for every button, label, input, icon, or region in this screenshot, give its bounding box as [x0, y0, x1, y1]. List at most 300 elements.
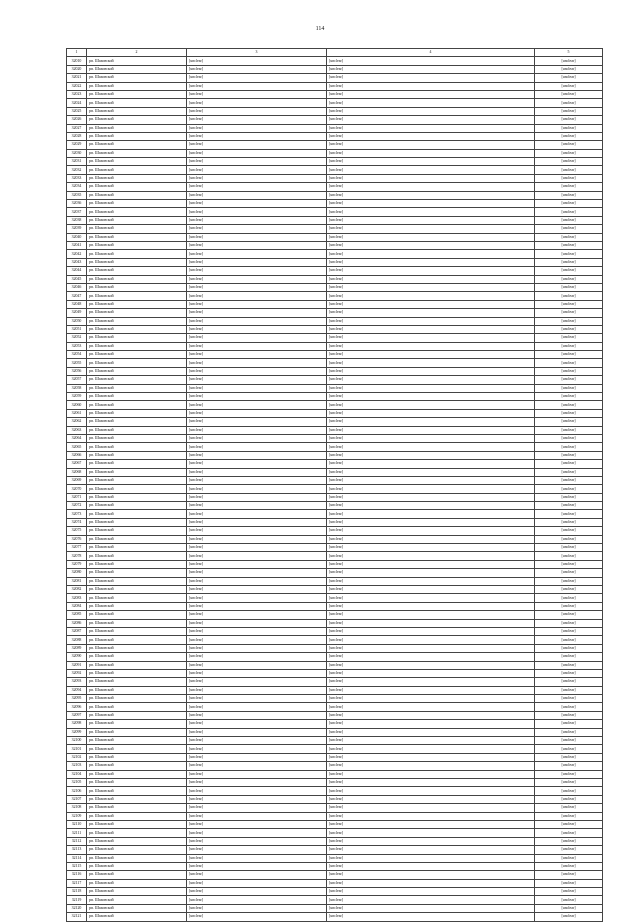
settlement-cell: рп. Шаховской [87, 611, 187, 619]
address-cell: [unclear] [187, 502, 327, 510]
period-cell: [unclear] [535, 745, 603, 753]
work-type-cell: [unclear] [327, 401, 535, 409]
settlement-cell: рп. Шаховской [87, 837, 187, 845]
record-number-cell: 32093 [67, 678, 87, 686]
record-number-cell: 32069 [67, 476, 87, 484]
settlement-cell: рп. Шаховской [87, 653, 187, 661]
period-cell: [unclear] [535, 74, 603, 82]
address-cell: [unclear] [187, 434, 327, 442]
record-number-cell: 32062 [67, 418, 87, 426]
settlement-cell: рп. Шаховской [87, 703, 187, 711]
settlement-cell: рп. Шаховской [87, 737, 187, 745]
address-cell: [unclear] [187, 132, 327, 140]
settlement-cell: рп. Шаховской [87, 686, 187, 694]
address-cell: [unclear] [187, 896, 327, 904]
address-cell: [unclear] [187, 787, 327, 795]
work-type-cell: [unclear] [327, 560, 535, 568]
table-row [67, 611, 603, 619]
table-row [67, 225, 603, 233]
settlement-cell: рп. Шаховской [87, 778, 187, 786]
address-cell: [unclear] [187, 208, 327, 216]
work-type-cell: [unclear] [327, 577, 535, 585]
period-cell: [unclear] [535, 661, 603, 669]
record-number-cell: 32079 [67, 560, 87, 568]
period-cell: [unclear] [535, 695, 603, 703]
record-number-cell: 32076 [67, 535, 87, 543]
table-row [67, 636, 603, 644]
record-number-cell: 32045 [67, 275, 87, 283]
period-cell: [unclear] [535, 577, 603, 585]
record-number-cell: 32092 [67, 669, 87, 677]
work-type-cell: [unclear] [327, 443, 535, 451]
record-number-cell: 32029 [67, 141, 87, 149]
settlement-cell: рп. Шаховской [87, 846, 187, 854]
record-number-cell: 32026 [67, 116, 87, 124]
record-number-cell: 32028 [67, 132, 87, 140]
record-number-cell: 32086 [67, 619, 87, 627]
settlement-cell: рп. Шаховской [87, 250, 187, 258]
address-cell: [unclear] [187, 678, 327, 686]
table-row [67, 879, 603, 887]
record-number-cell: 32073 [67, 510, 87, 518]
work-type-cell: [unclear] [327, 913, 535, 921]
work-type-cell: [unclear] [327, 124, 535, 132]
work-type-cell: [unclear] [327, 166, 535, 174]
settlement-cell: рп. Шаховской [87, 418, 187, 426]
work-type-cell: [unclear] [327, 795, 535, 803]
address-cell: [unclear] [187, 158, 327, 166]
address-cell: [unclear] [187, 384, 327, 392]
period-cell: [unclear] [535, 804, 603, 812]
record-number-cell: 32100 [67, 737, 87, 745]
register-table-header [67, 49, 603, 57]
settlement-cell: рп. Шаховской [87, 292, 187, 300]
record-number-cell: 32078 [67, 552, 87, 560]
work-type-cell: [unclear] [327, 149, 535, 157]
settlement-cell: рп. Шаховской [87, 191, 187, 199]
record-number-cell: 32060 [67, 401, 87, 409]
work-type-cell: [unclear] [327, 837, 535, 845]
address-cell: [unclear] [187, 367, 327, 375]
address-cell: [unclear] [187, 820, 327, 828]
record-number-cell: 32112 [67, 837, 87, 845]
record-number-cell: 32071 [67, 493, 87, 501]
work-type-cell: [unclear] [327, 594, 535, 602]
settlement-cell: рп. Шаховской [87, 728, 187, 736]
period-cell: [unclear] [535, 518, 603, 526]
period-cell: [unclear] [535, 174, 603, 182]
record-number-cell: 32121 [67, 913, 87, 921]
address-cell: [unclear] [187, 351, 327, 359]
record-number-cell: 32064 [67, 434, 87, 442]
table-row [67, 99, 603, 107]
address-cell: [unclear] [187, 107, 327, 115]
work-type-cell: [unclear] [327, 703, 535, 711]
period-cell: [unclear] [535, 342, 603, 350]
work-type-cell: [unclear] [327, 762, 535, 770]
address-cell: [unclear] [187, 611, 327, 619]
address-cell: [unclear] [187, 225, 327, 233]
record-number-cell: 32082 [67, 586, 87, 594]
table-row [67, 871, 603, 879]
work-type-cell: [unclear] [327, 518, 535, 526]
period-cell: [unclear] [535, 225, 603, 233]
settlement-cell: рп. Шаховской [87, 57, 187, 65]
settlement-cell: рп. Шаховской [87, 762, 187, 770]
address-cell: [unclear] [187, 359, 327, 367]
work-type-cell: [unclear] [327, 669, 535, 677]
address-cell: [unclear] [187, 90, 327, 98]
settlement-cell: рп. Шаховской [87, 854, 187, 862]
period-cell: [unclear] [535, 527, 603, 535]
period-cell: [unclear] [535, 166, 603, 174]
settlement-cell: рп. Шаховской [87, 795, 187, 803]
work-type-cell: [unclear] [327, 695, 535, 703]
work-type-cell: [unclear] [327, 468, 535, 476]
record-number-cell: 32041 [67, 241, 87, 249]
period-cell: [unclear] [535, 292, 603, 300]
period-cell: [unclear] [535, 116, 603, 124]
record-number-cell: 32091 [67, 661, 87, 669]
work-type-cell: [unclear] [327, 132, 535, 140]
period-cell: [unclear] [535, 200, 603, 208]
settlement-cell: рп. Шаховской [87, 888, 187, 896]
table-row [67, 443, 603, 451]
table-row [67, 695, 603, 703]
work-type-cell: [unclear] [327, 644, 535, 652]
address-cell: [unclear] [187, 904, 327, 912]
table-row [67, 502, 603, 510]
address-cell: [unclear] [187, 745, 327, 753]
table-row [67, 434, 603, 442]
period-cell: [unclear] [535, 678, 603, 686]
table-row [67, 325, 603, 333]
period-cell: [unclear] [535, 502, 603, 510]
work-type-cell: [unclear] [327, 191, 535, 199]
settlement-cell: рп. Шаховской [87, 393, 187, 401]
period-cell: [unclear] [535, 325, 603, 333]
table-row [67, 837, 603, 845]
work-type-cell: [unclear] [327, 200, 535, 208]
work-type-cell: [unclear] [327, 74, 535, 82]
settlement-cell: рп. Шаховской [87, 602, 187, 610]
record-number-cell: 32030 [67, 149, 87, 157]
table-row [67, 787, 603, 795]
period-cell: [unclear] [535, 627, 603, 635]
table-row [67, 174, 603, 182]
settlement-cell: рп. Шаховской [87, 493, 187, 501]
settlement-cell: рп. Шаховской [87, 141, 187, 149]
settlement-cell: рп. Шаховской [87, 82, 187, 90]
work-type-cell: [unclear] [327, 846, 535, 854]
table-row [67, 451, 603, 459]
work-type-cell: [unclear] [327, 476, 535, 484]
period-cell: [unclear] [535, 359, 603, 367]
period-cell: [unclear] [535, 158, 603, 166]
period-cell: [unclear] [535, 90, 603, 98]
address-cell: [unclear] [187, 879, 327, 887]
period-cell: [unclear] [535, 426, 603, 434]
address-cell: [unclear] [187, 770, 327, 778]
period-cell: [unclear] [535, 720, 603, 728]
settlement-cell: рп. Шаховской [87, 820, 187, 828]
address-cell: [unclear] [187, 753, 327, 761]
table-row [67, 65, 603, 73]
address-cell: [unclear] [187, 426, 327, 434]
header-cell: 1 [67, 49, 87, 57]
address-cell: [unclear] [187, 720, 327, 728]
record-number-cell: 32075 [67, 527, 87, 535]
address-cell: [unclear] [187, 317, 327, 325]
table-row [67, 267, 603, 275]
table-row [67, 82, 603, 90]
settlement-cell: рп. Шаховской [87, 812, 187, 820]
settlement-cell: рп. Шаховской [87, 149, 187, 157]
address-cell: [unclear] [187, 476, 327, 484]
table-row [67, 544, 603, 552]
settlement-cell: рп. Шаховской [87, 627, 187, 635]
record-number-cell: 32023 [67, 90, 87, 98]
settlement-cell: рп. Шаховской [87, 476, 187, 484]
work-type-cell: [unclear] [327, 535, 535, 543]
settlement-cell: рп. Шаховской [87, 116, 187, 124]
work-type-cell: [unclear] [327, 904, 535, 912]
work-type-cell: [unclear] [327, 720, 535, 728]
record-number-cell: 32104 [67, 770, 87, 778]
table-row [67, 737, 603, 745]
work-type-cell: [unclear] [327, 502, 535, 510]
settlement-cell: рп. Шаховской [87, 376, 187, 384]
work-type-cell: [unclear] [327, 107, 535, 115]
work-type-cell: [unclear] [327, 57, 535, 65]
record-number-cell: 32113 [67, 846, 87, 854]
address-cell: [unclear] [187, 577, 327, 585]
table-row [67, 829, 603, 837]
table-row [67, 158, 603, 166]
address-cell: [unclear] [187, 82, 327, 90]
period-cell: [unclear] [535, 913, 603, 921]
settlement-cell: рп. Шаховской [87, 661, 187, 669]
address-cell: [unclear] [187, 518, 327, 526]
table-row [67, 627, 603, 635]
settlement-cell: рп. Шаховской [87, 351, 187, 359]
settlement-cell: рп. Шаховской [87, 451, 187, 459]
table-row [67, 778, 603, 786]
period-cell: [unclear] [535, 443, 603, 451]
address-cell: [unclear] [187, 837, 327, 845]
work-type-cell: [unclear] [327, 325, 535, 333]
record-number-cell: 32089 [67, 644, 87, 652]
settlement-cell: рп. Шаховской [87, 569, 187, 577]
table-row [67, 107, 603, 115]
address-cell: [unclear] [187, 804, 327, 812]
address-cell: [unclear] [187, 510, 327, 518]
period-cell: [unclear] [535, 334, 603, 342]
record-number-cell: 32068 [67, 468, 87, 476]
record-number-cell: 32022 [67, 82, 87, 90]
settlement-cell: рп. Шаховской [87, 468, 187, 476]
record-number-cell: 32106 [67, 787, 87, 795]
table-row [67, 661, 603, 669]
work-type-cell: [unclear] [327, 258, 535, 266]
period-cell: [unclear] [535, 879, 603, 887]
table-row [67, 535, 603, 543]
table-row [67, 90, 603, 98]
table-row [67, 124, 603, 132]
address-cell: [unclear] [187, 686, 327, 694]
table-row [67, 200, 603, 208]
settlement-cell: рп. Шаховской [87, 619, 187, 627]
record-number-cell: 32024 [67, 99, 87, 107]
record-number-cell: 32090 [67, 653, 87, 661]
work-type-cell: [unclear] [327, 434, 535, 442]
address-cell: [unclear] [187, 342, 327, 350]
period-cell: [unclear] [535, 871, 603, 879]
address-cell: [unclear] [187, 74, 327, 82]
table-row [67, 493, 603, 501]
settlement-cell: рп. Шаховской [87, 879, 187, 887]
settlement-cell: рп. Шаховской [87, 586, 187, 594]
work-type-cell: [unclear] [327, 854, 535, 862]
period-cell: [unclear] [535, 409, 603, 417]
period-cell: [unclear] [535, 778, 603, 786]
period-cell: [unclear] [535, 636, 603, 644]
settlement-cell: рп. Шаховской [87, 485, 187, 493]
record-number-cell: 32108 [67, 804, 87, 812]
table-row [67, 711, 603, 719]
table-row [67, 560, 603, 568]
address-cell: [unclear] [187, 527, 327, 535]
table-row [67, 460, 603, 468]
work-type-cell: [unclear] [327, 183, 535, 191]
table-row [67, 258, 603, 266]
address-cell: [unclear] [187, 703, 327, 711]
address-cell: [unclear] [187, 443, 327, 451]
period-cell: [unclear] [535, 787, 603, 795]
address-cell: [unclear] [187, 795, 327, 803]
record-number-cell: 32044 [67, 267, 87, 275]
table-row [67, 745, 603, 753]
period-cell: [unclear] [535, 283, 603, 291]
record-number-cell: 32051 [67, 325, 87, 333]
settlement-cell: рп. Шаховской [87, 401, 187, 409]
record-number-cell: 32021 [67, 74, 87, 82]
address-cell: [unclear] [187, 535, 327, 543]
address-cell: [unclear] [187, 862, 327, 870]
record-number-cell: 32058 [67, 384, 87, 392]
table-row [67, 804, 603, 812]
work-type-cell: [unclear] [327, 418, 535, 426]
settlement-cell: рп. Шаховской [87, 300, 187, 308]
table-row [67, 141, 603, 149]
record-number-cell: 32054 [67, 351, 87, 359]
period-cell: [unclear] [535, 544, 603, 552]
settlement-cell: рп. Шаховской [87, 460, 187, 468]
table-row [67, 468, 603, 476]
period-cell: [unclear] [535, 493, 603, 501]
record-number-cell: 32033 [67, 174, 87, 182]
work-type-cell: [unclear] [327, 552, 535, 560]
table-row [67, 703, 603, 711]
record-number-cell: 32094 [67, 686, 87, 694]
address-cell: [unclear] [187, 594, 327, 602]
period-cell: [unclear] [535, 795, 603, 803]
table-row [67, 896, 603, 904]
table-row [67, 191, 603, 199]
table-row [67, 854, 603, 862]
address-cell: [unclear] [187, 636, 327, 644]
work-type-cell: [unclear] [327, 586, 535, 594]
record-number-cell: 32072 [67, 502, 87, 510]
address-cell: [unclear] [187, 569, 327, 577]
work-type-cell: [unclear] [327, 359, 535, 367]
period-cell: [unclear] [535, 451, 603, 459]
work-type-cell: [unclear] [327, 250, 535, 258]
record-number-cell: 32034 [67, 183, 87, 191]
address-cell: [unclear] [187, 325, 327, 333]
record-number-cell: 32036 [67, 200, 87, 208]
work-type-cell: [unclear] [327, 317, 535, 325]
period-cell: [unclear] [535, 728, 603, 736]
table-row [67, 888, 603, 896]
work-type-cell: [unclear] [327, 602, 535, 610]
settlement-cell: рп. Шаховской [87, 65, 187, 73]
record-number-cell: 32065 [67, 443, 87, 451]
table-row [67, 149, 603, 157]
work-type-cell: [unclear] [327, 888, 535, 896]
record-number-cell: 32114 [67, 854, 87, 862]
settlement-cell: рп. Шаховской [87, 325, 187, 333]
record-number-cell: 32105 [67, 778, 87, 786]
settlement-cell: рп. Шаховской [87, 678, 187, 686]
table-row [67, 216, 603, 224]
table-row [67, 166, 603, 174]
period-cell: [unclear] [535, 888, 603, 896]
header-cell: 2 [87, 49, 187, 57]
work-type-cell: [unclear] [327, 116, 535, 124]
table-row [67, 820, 603, 828]
address-cell: [unclear] [187, 644, 327, 652]
table-row [67, 527, 603, 535]
work-type-cell: [unclear] [327, 510, 535, 518]
address-cell: [unclear] [187, 334, 327, 342]
period-cell: [unclear] [535, 476, 603, 484]
table-row [67, 913, 603, 921]
settlement-cell: рп. Шаховской [87, 74, 187, 82]
register-table-body [67, 57, 603, 921]
period-cell: [unclear] [535, 141, 603, 149]
record-number-cell: 32037 [67, 208, 87, 216]
table-row [67, 233, 603, 241]
period-cell: [unclear] [535, 233, 603, 241]
settlement-cell: рп. Шаховской [87, 904, 187, 912]
table-row [67, 476, 603, 484]
address-cell: [unclear] [187, 191, 327, 199]
work-type-cell: [unclear] [327, 879, 535, 887]
period-cell: [unclear] [535, 711, 603, 719]
settlement-cell: рп. Шаховской [87, 745, 187, 753]
table-row [67, 384, 603, 392]
period-cell: [unclear] [535, 586, 603, 594]
settlement-cell: рп. Шаховской [87, 644, 187, 652]
period-cell: [unclear] [535, 619, 603, 627]
record-number-cell: 32084 [67, 602, 87, 610]
period-cell: [unclear] [535, 216, 603, 224]
table-row [67, 510, 603, 518]
settlement-cell: рп. Шаховской [87, 770, 187, 778]
address-cell: [unclear] [187, 174, 327, 182]
table-row [67, 653, 603, 661]
